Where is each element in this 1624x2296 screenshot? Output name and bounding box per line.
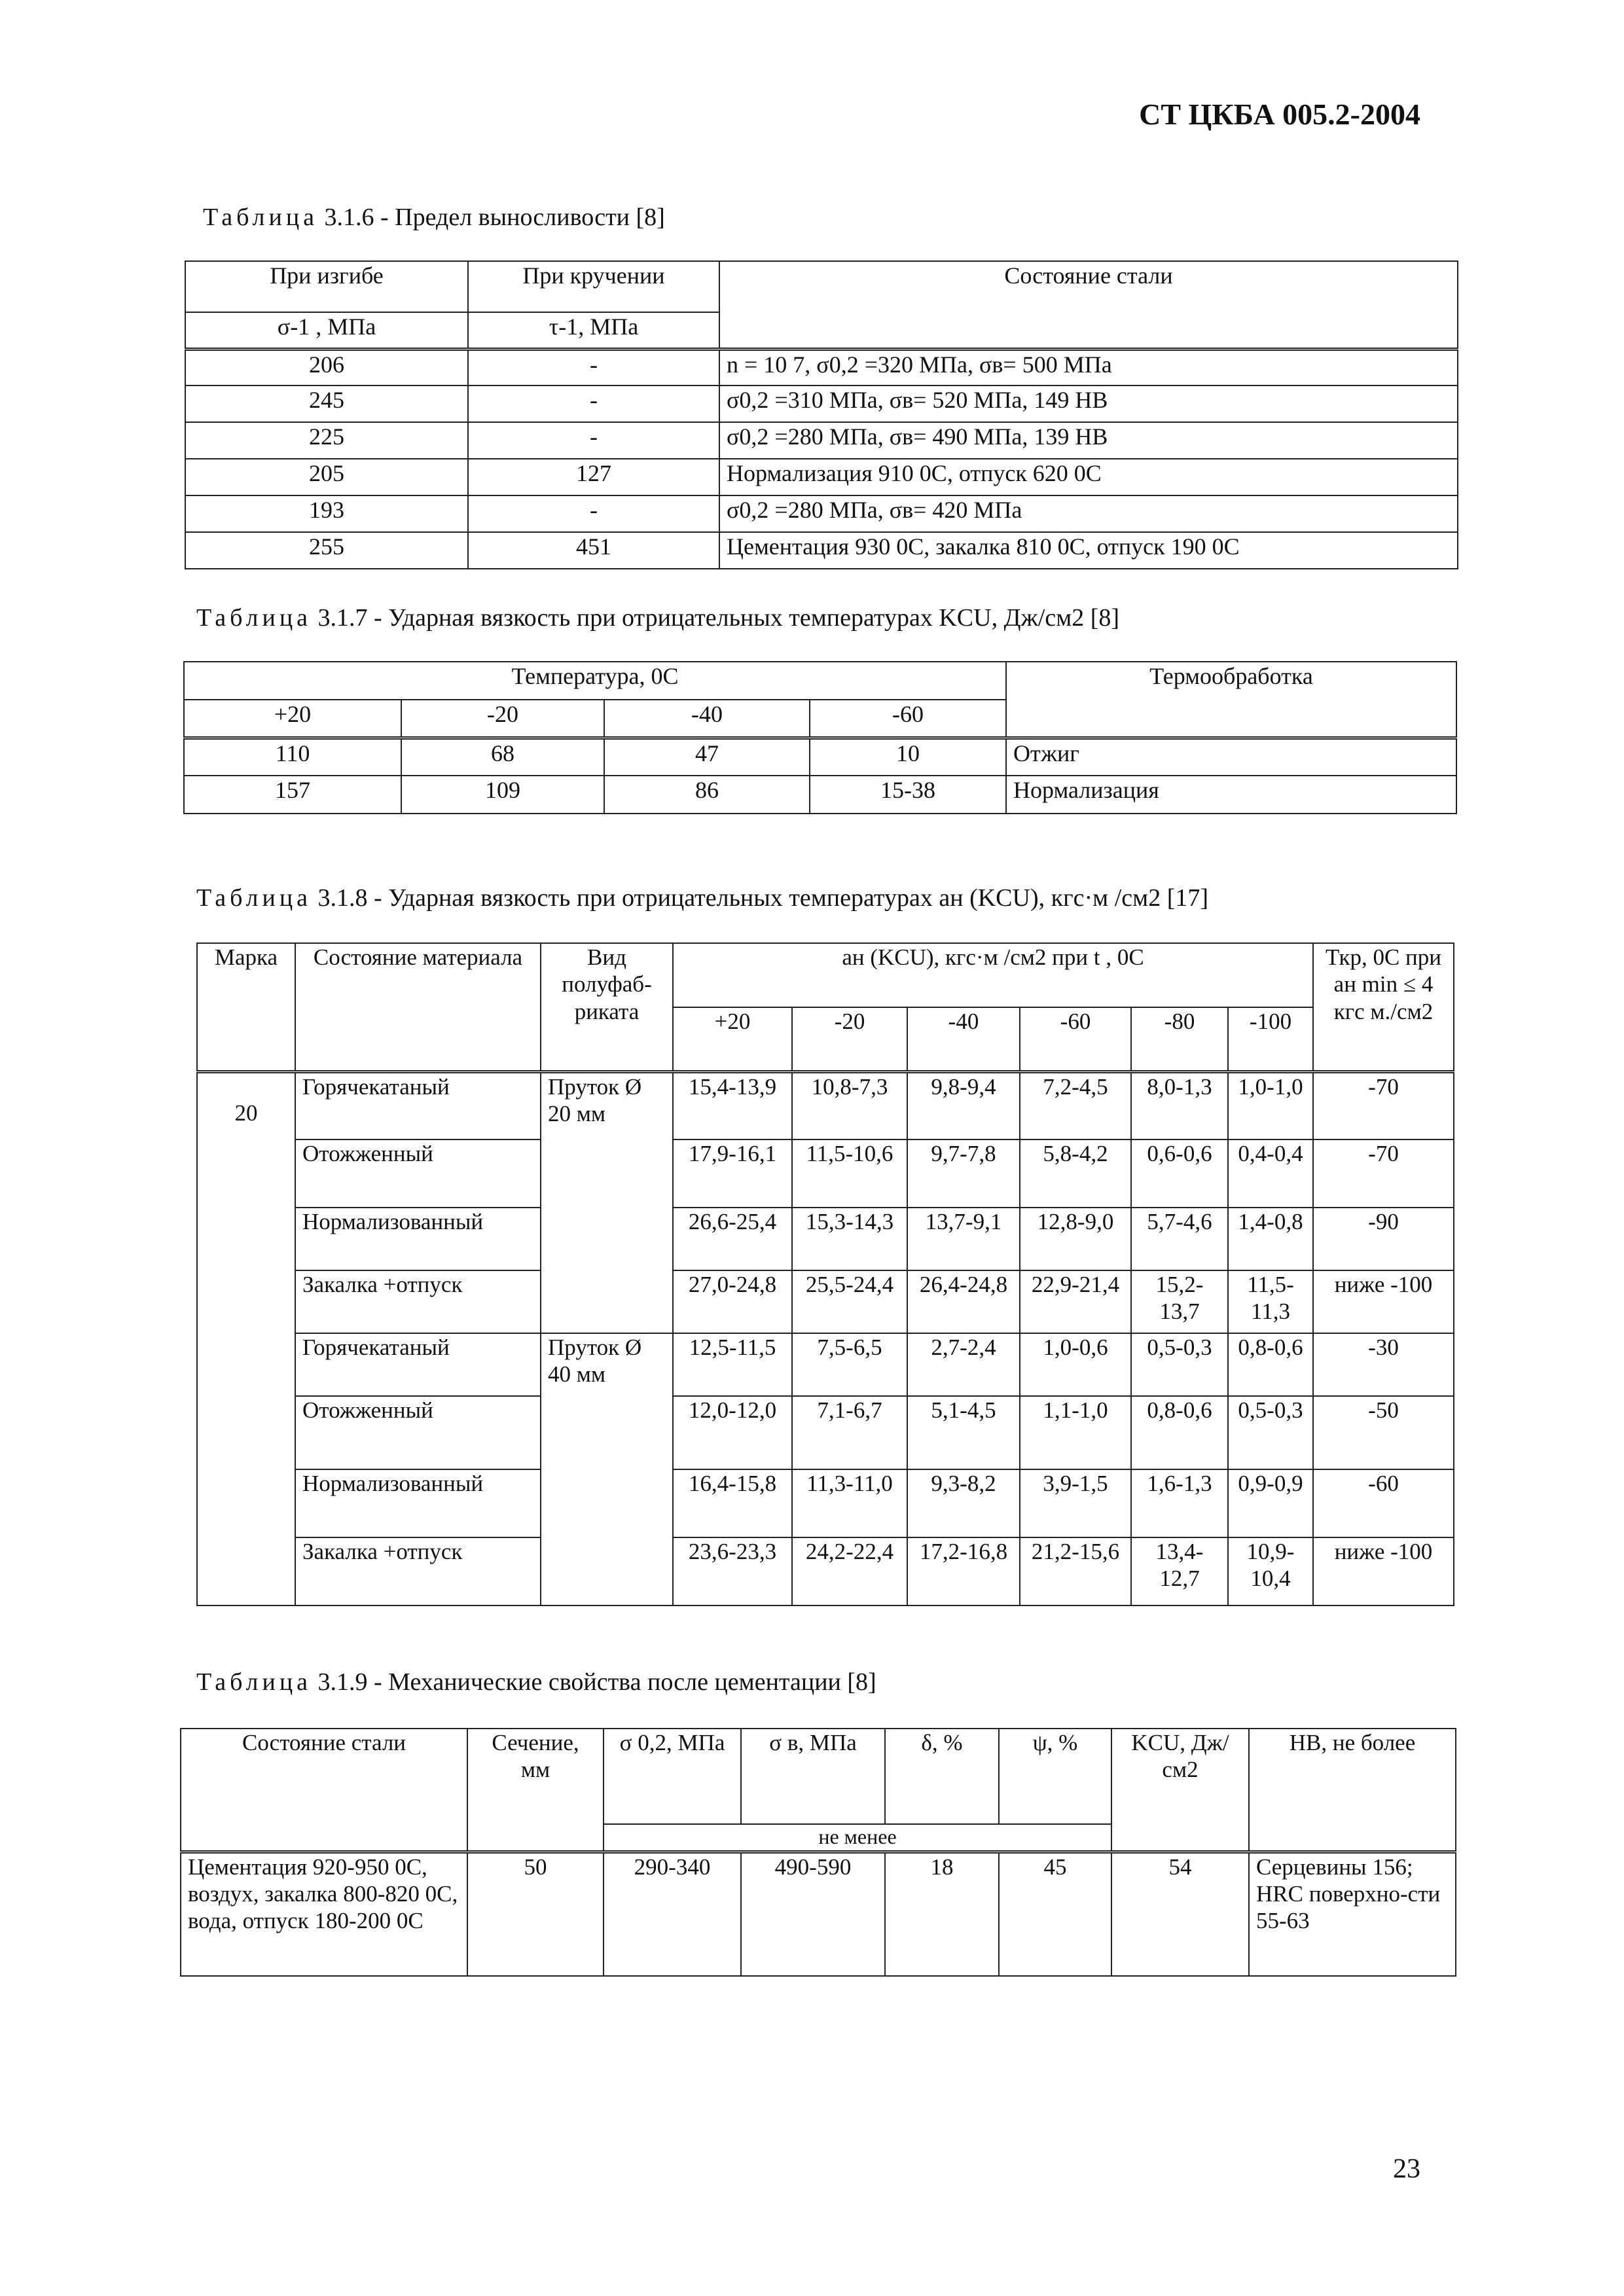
cell-value: 21,2-15,6 (1020, 1537, 1131, 1605)
header-sigma: σ-1 , МПа (185, 312, 468, 349)
header-section: Сечение, мм (467, 1729, 604, 1852)
header-heat-treatment: Термообработка (1006, 662, 1456, 738)
cell-bending: 255 (185, 532, 468, 569)
cell-psi: 45 (999, 1852, 1111, 1976)
cell-value: 7,2-4,5 (1020, 1071, 1131, 1139)
cell-bending: 225 (185, 422, 468, 459)
cell-torsion: 451 (468, 532, 719, 569)
cell-value: 12,0-12,0 (673, 1396, 792, 1469)
cell-state: Горячекатаный (295, 1071, 541, 1139)
caption-text: 3.1.6 - Предел выносливости [8] (318, 204, 665, 231)
cell-bending: 205 (185, 459, 468, 495)
cell-value: 0,5-0,3 (1228, 1396, 1313, 1469)
cell-state: Нормализация 910 0С, отпуск 620 0С (719, 459, 1458, 495)
header-bending: При изгибе (185, 261, 468, 312)
caption-text: 3.1.7 - Ударная вязкость при отрицательных температурах KCU, Дж/см2 [8] (312, 604, 1120, 632)
header-temp: +20 (673, 1007, 792, 1071)
header-torsion: При кручении (468, 261, 719, 312)
header-temp: +20 (184, 700, 401, 738)
cell-state: Горячекатаный (295, 1333, 541, 1396)
table-3-1-6 (185, 260, 1458, 569)
cell-tkr: ниже -100 (1313, 1270, 1454, 1333)
header-sigma-b: σ в, МПа (741, 1729, 885, 1824)
header-psi: ψ, % (999, 1729, 1111, 1824)
cell-value: 86 (604, 776, 810, 814)
cell-value: 3,9-1,5 (1020, 1469, 1131, 1537)
table-row (197, 1270, 1454, 1333)
cell-value: 15,3-14,3 (792, 1208, 907, 1270)
cell-value: 2,7-2,4 (907, 1333, 1020, 1396)
cell-value: 11,5-11,3 (1228, 1270, 1313, 1333)
cell-value: 15-38 (810, 776, 1006, 814)
cell-tkr: -30 (1313, 1333, 1454, 1396)
table-row (185, 386, 1458, 422)
cell-value: 7,5-6,5 (792, 1333, 907, 1396)
cell-value: 1,0-1,0 (1228, 1071, 1313, 1139)
cell-hb: Серцевины 156; HRC поверхно-сти 55-63 (1249, 1852, 1456, 1976)
header-temp: -40 (604, 700, 810, 738)
header-product-kind: Вид полуфаб-риката (541, 943, 673, 1071)
header-steel-state: Состояние стали (181, 1729, 467, 1852)
cell-state: Цементация 920-950 0С, воздух, закалка 800-820 0С, вода, отпуск 180-200 0С (181, 1852, 467, 1976)
cell-value: 27,0-24,8 (673, 1270, 792, 1333)
header-sigma02: σ 0,2, МПа (604, 1729, 741, 1824)
cell-state: Отожженный (295, 1396, 541, 1469)
cell-value: 10,9-10,4 (1228, 1537, 1313, 1605)
caption-word: Таблица (196, 884, 312, 912)
table-3-1-9 (180, 1728, 1456, 1977)
header-tau: τ-1, МПа (468, 312, 719, 349)
cell-state: Закалка +отпуск (295, 1537, 541, 1605)
cell-bending: 245 (185, 386, 468, 422)
cell-value: 15,4-13,9 (673, 1071, 792, 1139)
table-row (181, 1852, 1456, 1976)
cell-section: 50 (467, 1852, 604, 1976)
cell-sigma-b: 490-590 (741, 1852, 885, 1976)
header-temp: -40 (907, 1007, 1020, 1071)
cell-state: Цементация 930 0С, закалка 810 0С, отпуск 190 0С (719, 532, 1458, 569)
cell-tkr: -60 (1313, 1469, 1454, 1537)
caption-text: 3.1.8 - Ударная вязкость при отрицательных температурах aн (KCU), кгс·м /см2 [17] (312, 884, 1208, 912)
table-row (197, 1139, 1454, 1208)
cell-product-kind: Пруток Ø 20 мм (541, 1071, 673, 1333)
cell-bending: 193 (185, 495, 468, 532)
table-row (184, 738, 1456, 776)
header-temp: -60 (810, 700, 1006, 738)
cell-value: 23,6-23,3 (673, 1537, 792, 1605)
header-temp: -20 (401, 700, 604, 738)
header-material-state: Состояние материала (295, 943, 541, 1071)
cell-tkr: -70 (1313, 1139, 1454, 1208)
cell-value: 0,5-0,3 (1131, 1333, 1228, 1396)
cell-state: n = 10 7, σ0,2 =320 МПа, σв= 500 МПа (719, 349, 1458, 386)
cell-value: 0,8-0,6 (1131, 1396, 1228, 1469)
cell-value: 0,8-0,6 (1228, 1333, 1313, 1396)
cell-treatment: Отжиг (1006, 738, 1456, 776)
table-3-1-7-caption (196, 603, 1119, 632)
cell-value: 110 (184, 738, 401, 776)
cell-tkr: -90 (1313, 1208, 1454, 1270)
cell-treatment: Нормализация (1006, 776, 1456, 814)
table-3-1-9-caption (196, 1668, 876, 1696)
table-3-1-8-caption (196, 884, 1208, 912)
table-row (185, 532, 1458, 569)
cell-value: 13,4-12,7 (1131, 1537, 1228, 1605)
table-3-1-7 (183, 661, 1457, 814)
header-impact: aн (KCU), кгс·м /см2 при t , 0С (673, 943, 1313, 1007)
table-3-1-6-caption (203, 203, 665, 232)
cell-value: 1,6-1,3 (1131, 1469, 1228, 1537)
header-temp: -100 (1228, 1007, 1313, 1071)
table-row (184, 776, 1456, 814)
cell-value: 109 (401, 776, 604, 814)
cell-mark: 20 (197, 1071, 295, 1605)
cell-state: Нормализованный (295, 1208, 541, 1270)
cell-value: 15,2-13,7 (1131, 1270, 1228, 1333)
header-kcu: KCU, Дж/см2 (1111, 1729, 1249, 1852)
cell-state: Нормализованный (295, 1469, 541, 1537)
cell-value: 1,4-0,8 (1228, 1208, 1313, 1270)
cell-torsion: 127 (468, 459, 719, 495)
cell-value: 47 (604, 738, 810, 776)
cell-value: 0,4-0,4 (1228, 1139, 1313, 1208)
cell-value: 1,1-1,0 (1020, 1396, 1131, 1469)
header-steel-state: Состояние стали (719, 261, 1458, 349)
cell-state: Отожженный (295, 1139, 541, 1208)
cell-torsion: - (468, 495, 719, 532)
cell-value: 10 (810, 738, 1006, 776)
cell-value: 5,7-4,6 (1131, 1208, 1228, 1270)
cell-value: 0,6-0,6 (1131, 1139, 1228, 1208)
cell-value: 8,0-1,3 (1131, 1071, 1228, 1139)
table-row (197, 1333, 1454, 1396)
cell-value: 24,2-22,4 (792, 1537, 907, 1605)
cell-torsion: - (468, 349, 719, 386)
cell-state: Закалка +отпуск (295, 1270, 541, 1333)
cell-value: 11,3-11,0 (792, 1469, 907, 1537)
table-row (197, 1208, 1454, 1270)
table-row (197, 1396, 1454, 1469)
header-temp: -60 (1020, 1007, 1131, 1071)
table-row (197, 1537, 1454, 1605)
cell-value: 16,4-15,8 (673, 1469, 792, 1537)
table-row (197, 1469, 1454, 1537)
caption-word: Таблица (203, 204, 319, 231)
cell-value: 12,8-9,0 (1020, 1208, 1131, 1270)
table-row (197, 1071, 1454, 1139)
table-row (185, 422, 1458, 459)
cell-bending: 206 (185, 349, 468, 386)
cell-value: 68 (401, 738, 604, 776)
cell-tkr: -70 (1313, 1071, 1454, 1139)
header-temp: -20 (792, 1007, 907, 1071)
cell-value: 25,5-24,4 (792, 1270, 907, 1333)
header-temp: -80 (1131, 1007, 1228, 1071)
cell-sigma02: 290-340 (604, 1852, 741, 1976)
cell-value: 1,0-0,6 (1020, 1333, 1131, 1396)
header-tkr: Ткр, 0С при aн min ≤ 4 кгс м./см2 (1313, 943, 1454, 1071)
cell-value: 157 (184, 776, 401, 814)
cell-value: 17,2-16,8 (907, 1537, 1020, 1605)
cell-value: 12,5-11,5 (673, 1333, 792, 1396)
cell-value: 5,1-4,5 (907, 1396, 1020, 1469)
cell-torsion: - (468, 422, 719, 459)
cell-value: 26,4-24,8 (907, 1270, 1020, 1333)
cell-value: 5,8-4,2 (1020, 1139, 1131, 1208)
cell-state: σ0,2 =310 МПа, σв= 520 МПа, 149 НВ (719, 386, 1458, 422)
cell-tkr: -50 (1313, 1396, 1454, 1469)
cell-value: 11,5-10,6 (792, 1139, 907, 1208)
header-delta: δ, % (885, 1729, 999, 1824)
cell-value: 22,9-21,4 (1020, 1270, 1131, 1333)
cell-value: 26,6-25,4 (673, 1208, 792, 1270)
table-row (185, 459, 1458, 495)
cell-kcu: 54 (1111, 1852, 1249, 1976)
cell-tkr: ниже -100 (1313, 1537, 1454, 1605)
document-code-header: СТ ЦКБА 005.2-2004 (1139, 98, 1420, 131)
caption-word: Таблица (196, 1668, 312, 1696)
header-mark: Марка (197, 943, 295, 1071)
table-3-1-8 (196, 942, 1454, 1606)
table-row (185, 349, 1458, 386)
table-row (185, 495, 1458, 532)
page-number: 23 (1393, 2154, 1420, 2184)
cell-torsion: - (468, 386, 719, 422)
cell-value: 10,8-7,3 (792, 1071, 907, 1139)
cell-value: 9,8-9,4 (907, 1071, 1020, 1139)
cell-value: 7,1-6,7 (792, 1396, 907, 1469)
cell-delta: 18 (885, 1852, 999, 1976)
cell-value: 17,9-16,1 (673, 1139, 792, 1208)
caption-text: 3.1.9 - Механические свойства после цементации [8] (312, 1668, 876, 1696)
cell-value: 9,7-7,8 (907, 1139, 1020, 1208)
cell-product-kind: Пруток Ø 40 мм (541, 1333, 673, 1605)
cell-state: σ0,2 =280 МПа, σв= 420 МПа (719, 495, 1458, 532)
cell-value: 9,3-8,2 (907, 1469, 1020, 1537)
cell-state: σ0,2 =280 МПа, σв= 490 МПа, 139 НВ (719, 422, 1458, 459)
header-temperature: Температура, 0С (184, 662, 1006, 700)
header-hb: НВ, не более (1249, 1729, 1456, 1852)
cell-value: 13,7-9,1 (907, 1208, 1020, 1270)
caption-word: Таблица (196, 604, 312, 632)
cell-value: 0,9-0,9 (1228, 1469, 1313, 1537)
header-not-less: не менее (604, 1824, 1111, 1852)
